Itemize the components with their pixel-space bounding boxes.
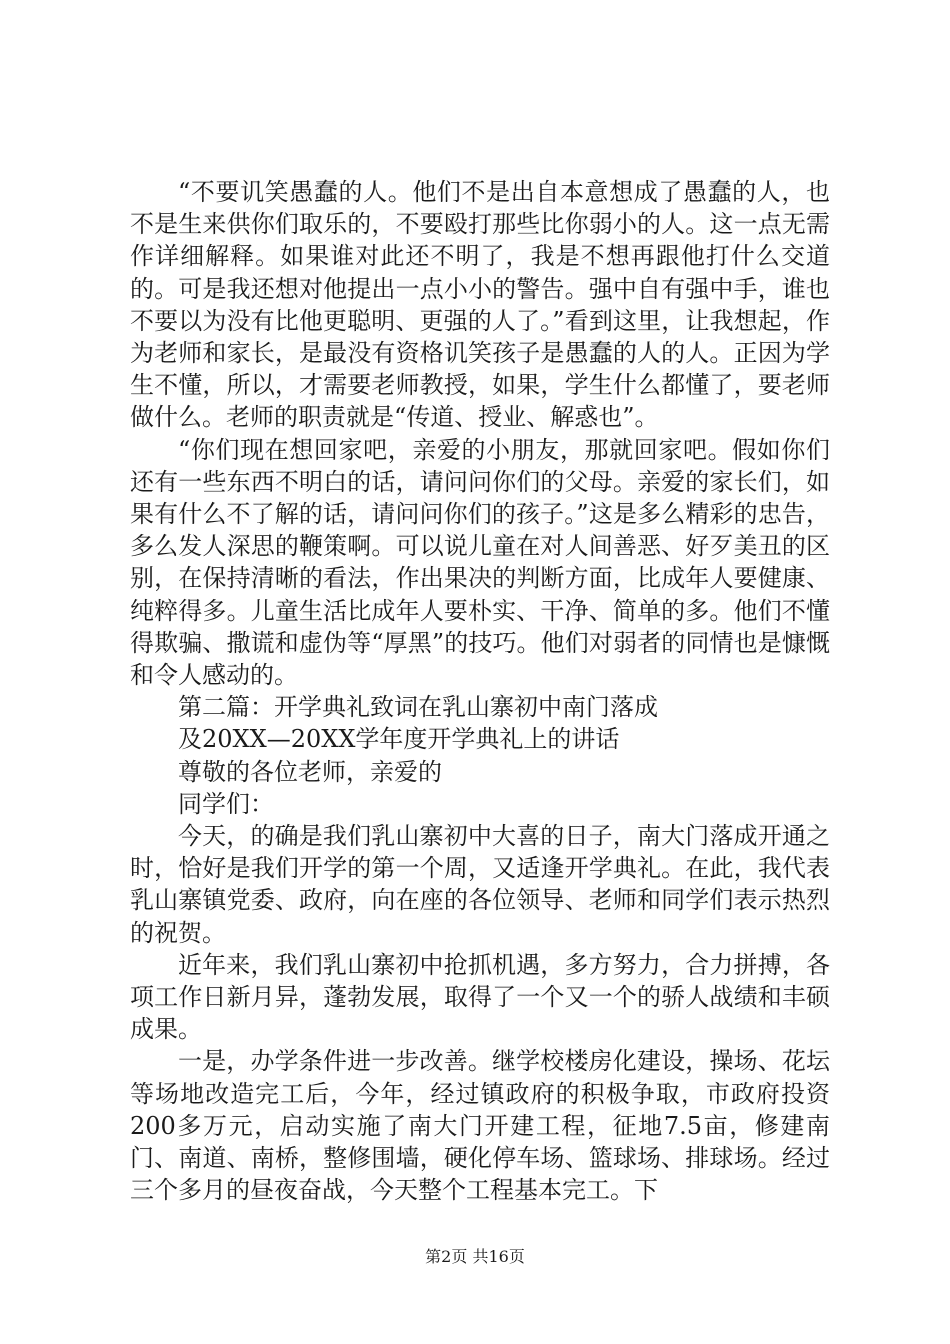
paragraph-quote-2: “你们现在想回家吧，亲爱的小朋友，那就回家吧。假如你们还有一些东西不明白的话，请问问你们的父母。亲爱的家长们，如果有什么不了解的话，请问问你们的孩子。”这是多么精彩的忠告，多么发人深思的鞭策啊。可以说儿童在对人间善恶、好歹美丑的区别，在保持清晰的看法，作出果决的判断方面，比成年人要健康、纯粹得多。儿童生活比成年人要朴实、干净、简单的多。他们不懂得欺骗、撒谎和虚伪等“厚黑”的技巧。他们对弱者的同情也是慷慨和令人感动的。 xyxy=(130,435,830,690)
paragraph-speech-3: 一是，办学条件进一步改善。继学校楼房化建设，操场、花坛等场地改造完工后，今年，经过镇政府的积极争取，市政府投资200多万元，启动实施了南大门开建工程，征地7.5亩，修建南门、南道、南桥，整修围墙，硬化停车场、篮球场、排球场。经过三个多月的昼夜奋战，今天整个工程基本完工。下 xyxy=(130,1047,830,1205)
paragraph-quote-1: “不要讥笑愚蠢的人。他们不是出自本意想成了愚蠢的人，也不是生来供你们取乐的，不要殴打那些比你弱小的人。这一点无需作详细解释。如果谁对此还不明了，我是不想再跟他打什么交道的。可是我还想对他提出一点小小的警告。强中自有强中手，谁也不要以为没有比他更聪明、更强的人了。”看到这里，让我想起，作为老师和家长，是最没有资格讥笑孩子是愚蠢的人的人。正因为学生不懂，所以，才需要老师教授，如果，学生什么都懂了，要老师做什么。老师的职责就是“传道、授业、解惑也”。 xyxy=(130,178,830,432)
salutation-line-2: 同学们： xyxy=(178,789,274,818)
section-title-line-2: 及20XX—20XX学年度开学典礼上的讲话 xyxy=(178,725,620,754)
page-total: 共16页 xyxy=(472,1247,525,1266)
section-title-line-1: 第二篇：开学典礼致词在乳山寨初中南门落成 xyxy=(178,693,658,722)
salutation-line-1: 尊敬的各位老师，亲爱的 xyxy=(178,757,442,786)
paragraph-speech-2: 近年来，我们乳山寨初中抢抓机遇，多方努力，合力拼搏，各项工作日新月异，蓬勃发展，取得了一个又一个的骄人战绩和丰硕成果。 xyxy=(130,950,830,1044)
page-footer xyxy=(0,1247,950,1267)
document-body xyxy=(130,176,830,1207)
paragraph-speech-1: 今天，的确是我们乳山寨初中大喜的日子，南大门落成开通之时，恰好是我们开学的第一个周，又适逢开学典礼。在此，我代表乳山寨镇党委、政府，向在座的各位领导、老师和同学们表示热烈的祝贺。 xyxy=(130,822,830,947)
page-number: 第2页 xyxy=(425,1247,468,1266)
